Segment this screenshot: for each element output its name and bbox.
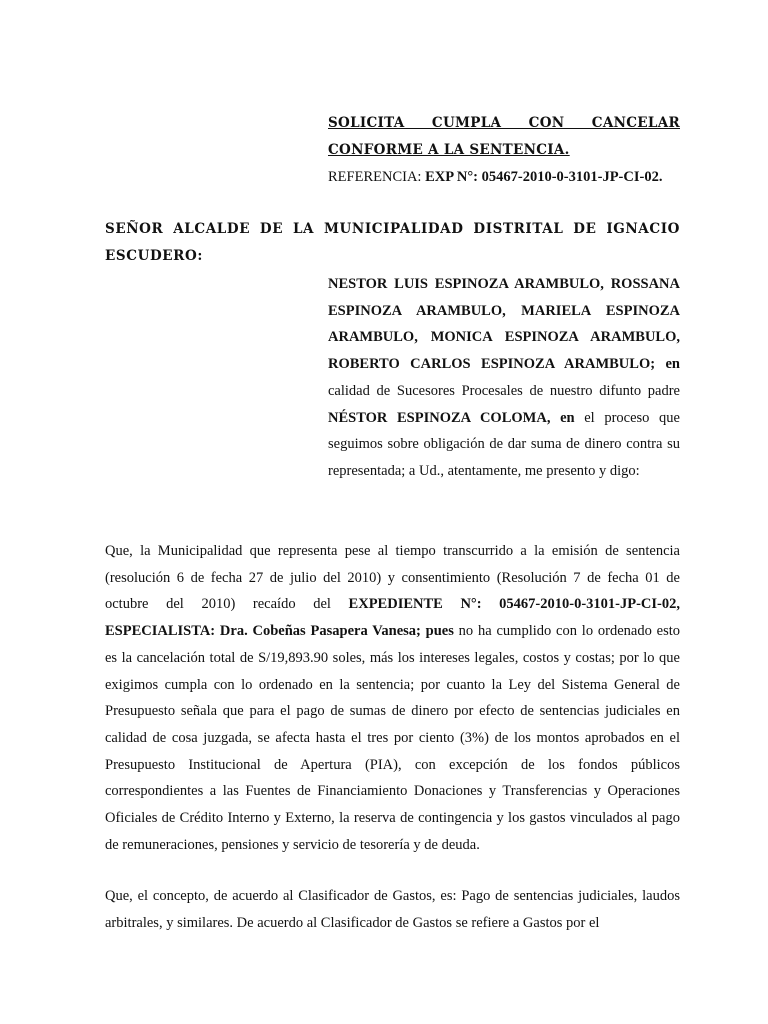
addressee-heading: SEÑOR ALCALDE DE LA MUNICIPALIDAD DISTRITAL DE IGNACIO ESCUDERO:	[105, 221, 680, 264]
parties-text-1: calidad de Sucesores Procesales de nuestro difunto padre	[328, 382, 680, 399]
body-paragraph-1	[105, 538, 680, 858]
parties-paragraph	[328, 271, 680, 485]
parties-text-2: el proceso que seguimos sobre obligación de dar suma de dinero contra su representada; a Ud., atentamente, me presento y digo:	[328, 409, 680, 479]
document-body	[105, 538, 680, 962]
body-p1-rest: no ha cumplido con lo ordenado esto es la cancelación total de S/19,893.90 soles, más los intereses legales, costos y costas; por lo que exigimos cumpla con lo ordenado en la sentencia; por cuanto la Ley del Sistema General de Presupuesto señala que para el pago de sumas de dinero por efecto de sentencias judiciales en calidad de cosa juzgada, se afecta hasta el tres por ciento (3%) de los montos aprobados en el Presupuesto Institucional de Apertura (PIA), con excepción de los fondos públicos correspondientes a las Fuentes de Financiamiento Donaciones y Transferencias y Operaciones Oficiales de Crédito Interno y Externo, la reserva de contingencia y los gastos vinculados al pago de remuneraciones, pensiones y servicio de tesorería y de deuda.	[105, 623, 681, 853]
body-p1-intro: Que, la Municipalidad que representa pese al tiempo transcurrido a la emisión de sentencia (resolución 6 de fecha 27 de julio del 2010) y consentimiento (Resolución 7 de fecha 01 de octubre del 2010) recaído del	[105, 543, 680, 613]
deceased-name: NÉSTOR ESPINOZA COLOMA, en	[328, 409, 575, 426]
sumilla-title-line-2: CONFORME A LA SENTENCIA.	[328, 142, 570, 158]
petitioner-names: NESTOR LUIS ESPINOZA ARAMBULO, ROSSANA ESPINOZA ARAMBULO, MARIELA ESPINOZA ARAMBULO, MONICA ESPINOZA ARAMBULO, ROBERTO CARLOS ESPINOZA ARAMBULO; en	[328, 276, 680, 373]
reference-line	[328, 164, 680, 191]
case-file-reference: EXPEDIENTE N°: 05467-2010-0-3101-JP-CI-02, ESPECIALISTA: Dra. Cobeñas Pasapera Vanesa; pues	[105, 596, 680, 640]
reference-label: REFERENCIA:	[328, 169, 426, 185]
sumilla-block	[328, 110, 680, 191]
sumilla-title-line-1: SOLICITA CUMPLA CON CANCELAR	[328, 115, 680, 131]
reference-value: EXP N°: 05467-2010-0-3101-JP-CI-02.	[425, 169, 663, 185]
body-paragraph-2: Que, el concepto, de acuerdo al Clasificador de Gastos, es: Pago de sentencias judiciales, laudos arbitrales, y similares. De acuerdo al Clasificador de Gastos se refiere a Gastos por el	[105, 888, 680, 932]
